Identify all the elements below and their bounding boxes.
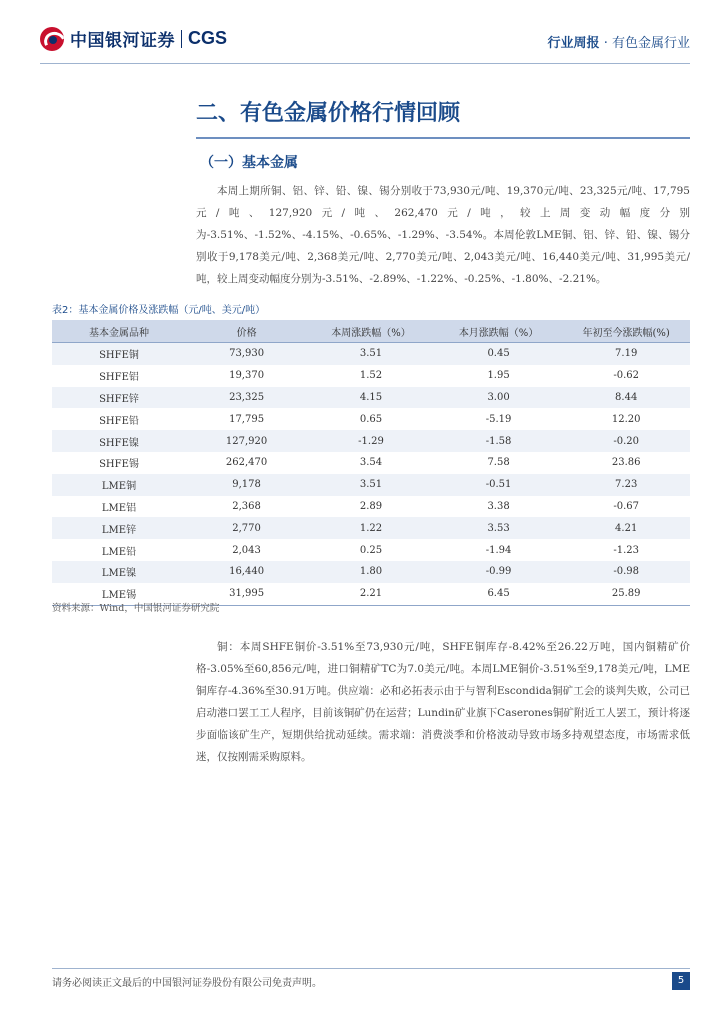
column-header: 本周涨跌幅（%） [307, 320, 435, 343]
table-cell: 3.51 [307, 474, 435, 496]
table-cell: SHFE铜 [52, 343, 186, 365]
metal-price-table [52, 320, 690, 606]
table-cell: 1.52 [359, 370, 383, 382]
table-cell: 16,440 [186, 561, 307, 583]
table-cell: 4.15 [307, 387, 435, 409]
table-cell: SHFE锡 [99, 459, 139, 471]
copper-analysis-paragraph [196, 636, 690, 768]
table-cell: -1.29 [307, 430, 435, 452]
table-cell: LME镍 [52, 561, 186, 583]
table-cell: LME锌 [52, 517, 186, 539]
table-row [52, 387, 690, 409]
table-source: 资料来源：Wind，中国银河证券研究院 [52, 603, 220, 614]
table-cell: 19,370 [229, 370, 265, 382]
table-row [52, 365, 690, 387]
industry-name: 有色金属行业 [611, 36, 690, 51]
table-cell: 1.95 [487, 370, 510, 382]
table-cell: -5.19 [485, 413, 512, 425]
table-cell: LME铜 [52, 474, 186, 496]
table-cell: 7.19 [562, 343, 690, 365]
table-row [52, 343, 690, 365]
report-label [548, 32, 690, 51]
section-title: 二、有色金属价格行情回顾 [196, 100, 461, 126]
table-cell: 12.20 [611, 413, 641, 425]
table-cell: 262,470 [225, 457, 268, 469]
table-cell: 3.38 [487, 500, 510, 512]
table-cell: SHFE镍 [52, 430, 186, 452]
table-cell: SHFE铝 [99, 372, 139, 384]
footer-divider [52, 968, 690, 969]
table-cell: -0.62 [613, 370, 640, 382]
table-row [52, 539, 690, 561]
table-cell: LME铝 [101, 502, 137, 514]
table-cell: 8.44 [562, 387, 690, 409]
table-row [52, 496, 690, 518]
table-cell: 3.00 [435, 387, 563, 409]
table-cell: 23.86 [611, 457, 641, 469]
table-row [52, 561, 690, 583]
table-cell: 2.89 [359, 500, 383, 512]
table-cell: 2,368 [232, 500, 261, 512]
paragraph-text: 本周上期所铜、铝、锌、铅、镍、锡分别收于73,930元/吨、19,370元/吨、23,325元/吨、17,795元/吨、127,920元/吨、262,470元/吨，较上周变动幅度分别为-3.51%、-1.52%、-4.15%、-0.65%、-1.29%、-3.54%。本周伦敦LME铜、铝、锌、铅、镍、锡分别收于9,178美元/吨、2,368美元/吨、2,770美元/吨、2,043美元/吨、16,440美元/吨、31,995美元/吨，较上周变动幅度分别为-3.51%、-2.89%、-1.22%、-0.25%、-1.80%、-2.21%。 [196, 185, 690, 285]
logo-text-cn: 中国银河证券 [70, 31, 175, 51]
price-summary-paragraph [196, 180, 690, 290]
table-cell: -0.98 [562, 561, 690, 583]
table-cell: 3.54 [359, 457, 383, 469]
table-cell: 0.65 [359, 413, 383, 425]
page-number: 5 [672, 972, 690, 990]
subsection-title: （一）基本金属 [200, 155, 298, 171]
table-cell: -1.94 [485, 544, 512, 556]
table-row [52, 517, 690, 539]
table-cell: 25.89 [562, 583, 690, 605]
table-cell: -1.58 [435, 430, 563, 452]
logo-divider [181, 30, 182, 48]
company-logo [40, 26, 227, 51]
table-cell: 2,770 [186, 517, 307, 539]
table-cell: 127,920 [186, 430, 307, 452]
table-cell: LME铅 [101, 546, 137, 558]
table-cell: -0.99 [435, 561, 563, 583]
header-divider [40, 63, 690, 64]
table-cell: -1.23 [613, 544, 640, 556]
column-header: 年初至今涨跌幅(%) [562, 320, 690, 343]
table-cell: 3.51 [307, 343, 435, 365]
table-cell: 2,043 [232, 544, 261, 556]
table-cell: 23,325 [186, 387, 307, 409]
table-cell: 9,178 [186, 474, 307, 496]
footer-disclaimer: 请务必阅读正文最后的中国银河证券股份有限公司免责声明。 [52, 978, 322, 989]
table-cell: 6.45 [435, 583, 563, 605]
table-cell: SHFE锌 [52, 387, 186, 409]
table-cell: 3.53 [435, 517, 563, 539]
logo-icon [40, 27, 64, 51]
table-cell: -0.67 [613, 500, 640, 512]
table-cell: 73,930 [186, 343, 307, 365]
table-row [52, 430, 690, 452]
table-cell: 4.21 [562, 517, 690, 539]
logo-text-en: CGS [188, 28, 228, 48]
table-caption: 表2：基本金属价格及涨跌幅（元/吨、美元/吨） [52, 305, 266, 316]
table-cell: SHFE铅 [99, 415, 139, 427]
table-cell: -0.20 [562, 430, 690, 452]
column-header: 本月涨跌幅（%） [435, 320, 563, 343]
column-header: 基本金属品种 [52, 320, 186, 343]
report-type: 行业周报 [547, 36, 600, 51]
report-separator: · [603, 36, 608, 51]
table-cell: LME锡 [52, 583, 186, 605]
table-cell: 1.22 [307, 517, 435, 539]
paragraph-text: 铜：本周SHFE铜价-3.51%至73,930元/吨，SHFE铜库存-8.42%至26.22万吨，国内铜精矿价格-3.05%至60,856元/吨，进口铜精矿TC为7.0美元/吨。本周LME铜价-3.51%至9,178美元/吨，LME铜库存-4.36%至30.91万吨。供应端：必和必拓表示由于与智利Escondida铜矿工会的谈判失败，公司已启动港口罢工工人程序，目前该铜矿仍在运营；Lundin矿业旗下Caserones铜矿附近工人罢工，预计将逐步面临该矿生产，短期供给扰动延续。需求端：消费淡季和价格波动导致市场多持观望态度，市场需求低迷，仅按刚需采购原料。 [196, 641, 690, 763]
table-cell: 17,795 [229, 413, 265, 425]
table-cell: 31,995 [186, 583, 307, 605]
table-cell: 7.58 [487, 457, 510, 469]
table-cell: 1.80 [307, 561, 435, 583]
table-row [52, 408, 690, 430]
page-header [40, 26, 690, 58]
table-header-row [52, 320, 690, 343]
table-cell: 7.23 [562, 474, 690, 496]
title-underline [196, 137, 690, 139]
table-cell: 2.21 [307, 583, 435, 605]
column-header: 价格 [186, 320, 307, 343]
table-row [52, 452, 690, 474]
table-cell: 0.25 [359, 544, 383, 556]
table-cell: -0.51 [435, 474, 563, 496]
table-row [52, 474, 690, 496]
table-cell: 0.45 [435, 343, 563, 365]
